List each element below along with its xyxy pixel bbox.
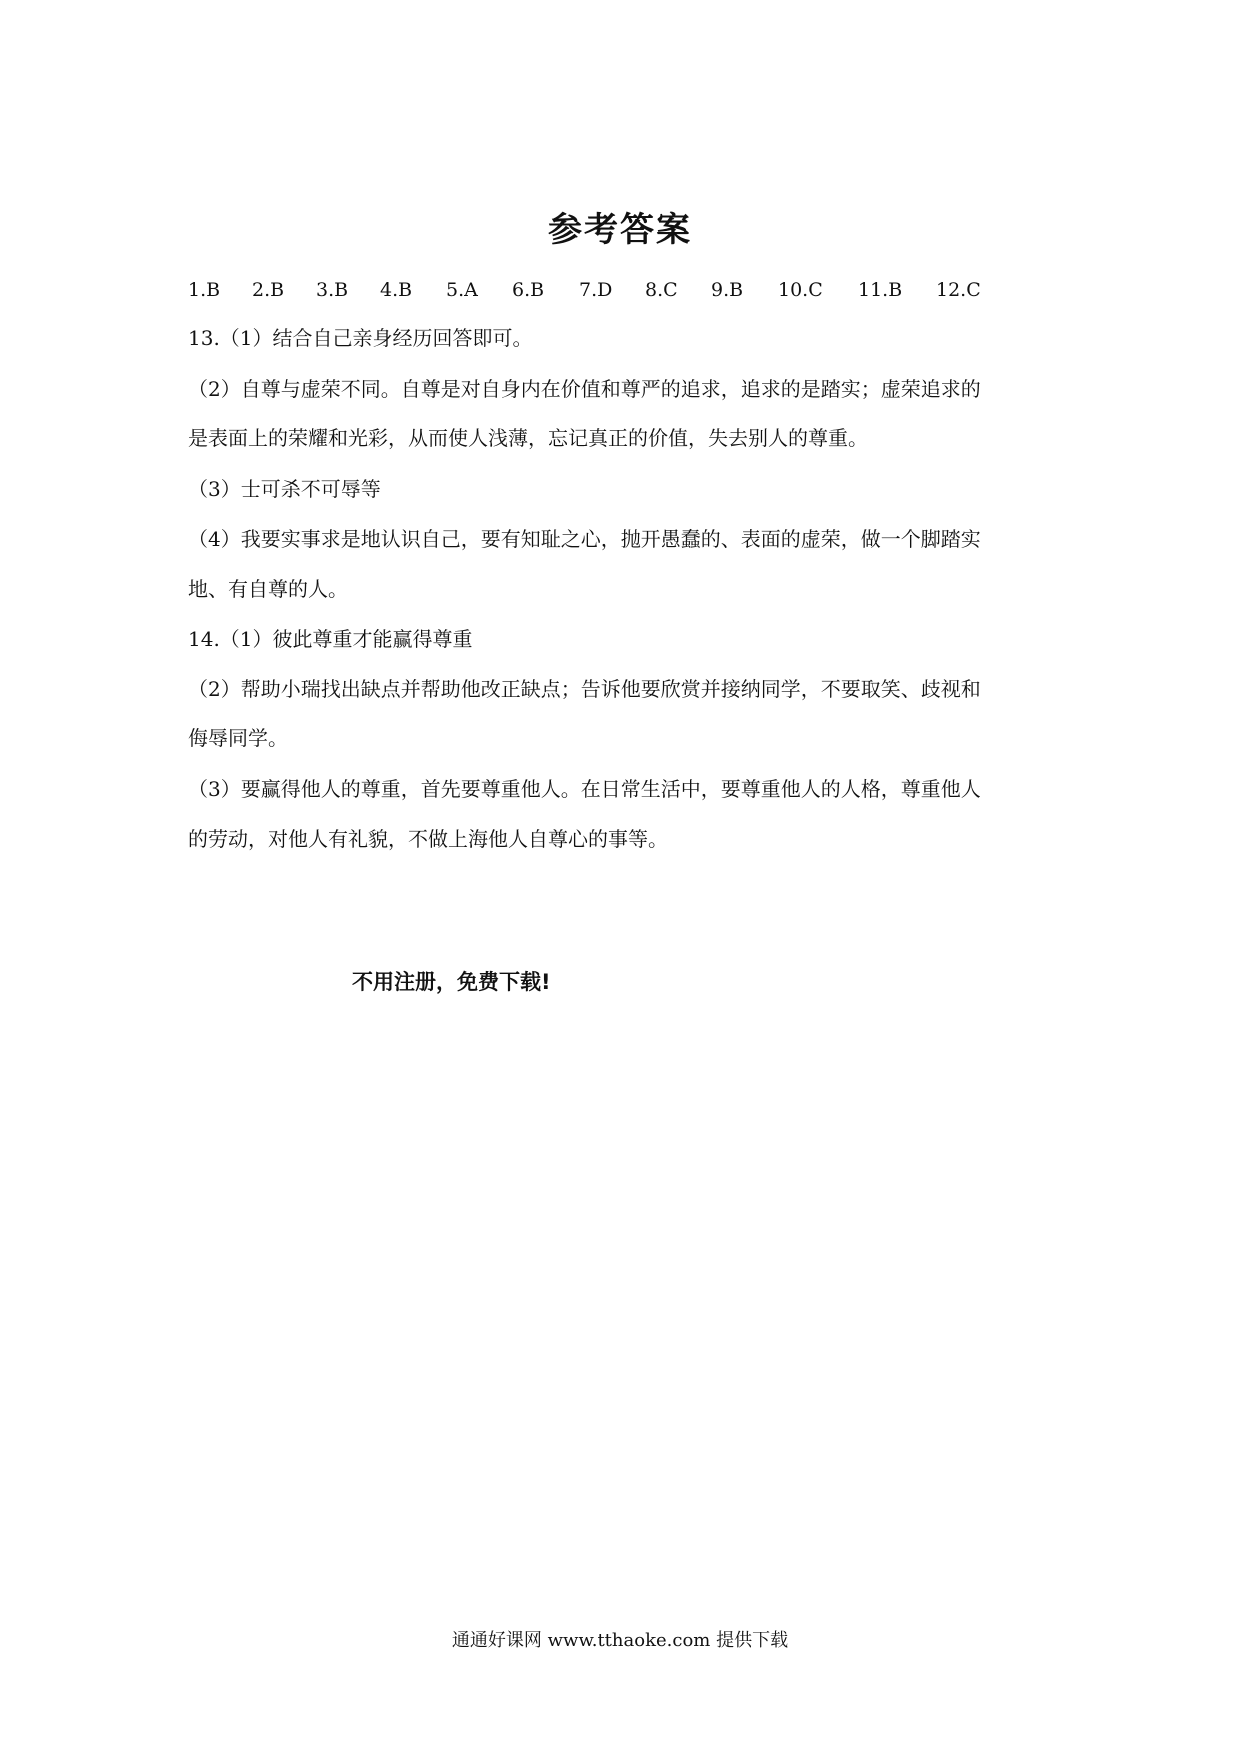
- choice-answer: 8.C: [645, 279, 678, 301]
- q14-part2-line1: （2）帮助小瑞找出缺点并帮助他改正缺点；告诉他要欣赏并接纳同学，不要取笑、歧视和: [188, 677, 981, 701]
- choice-answers-row: [188, 275, 1088, 305]
- choice-answer: 10.C: [778, 279, 823, 301]
- choice-answer: 5.A: [446, 279, 478, 301]
- choice-answer: 11.B: [858, 279, 903, 301]
- q13-part4-line2: 地、有自尊的人。: [188, 577, 348, 601]
- choice-answer: 12.C: [936, 279, 981, 301]
- page-title: 参考答案: [548, 210, 692, 250]
- q13-part2-line2: 是表面上的荣耀和光彩，从而使人浅薄，忘记真正的价值，失去别人的尊重。: [188, 426, 868, 450]
- page-footer: 通通好课网 www.tthaoke.com 提供下载: [451, 1630, 789, 1651]
- choice-answer: 9.B: [711, 279, 744, 301]
- choice-answer: 4.B: [380, 279, 413, 301]
- q13-part4-line1: （4）我要实事求是地认识自己，要有知耻之心，抛开愚蠢的、表面的虚荣，做一个脚踏实: [188, 527, 981, 551]
- choice-answer: 3.B: [316, 279, 349, 301]
- q14-part1: 14.（1）彼此尊重才能赢得尊重: [188, 627, 473, 651]
- choice-answer: 6.B: [512, 279, 545, 301]
- q14-part2-line2: 侮辱同学。: [188, 726, 288, 750]
- q14-part3-line2: 的劳动，对他人有礼貌，不做上海他人自尊心的事等。: [188, 827, 668, 851]
- q13-part3: （3）士可杀不可辱等: [188, 477, 381, 501]
- choice-answer: 7.D: [579, 279, 613, 301]
- q14-part3-line1: （3）要赢得他人的尊重，首先要尊重他人。在日常生活中，要尊重他人的人格，尊重他人: [188, 777, 981, 801]
- free-download-promo: 不用注册，免费下载!: [352, 970, 551, 994]
- choice-answer: 2.B: [252, 279, 285, 301]
- q13-part2-line1: （2）自尊与虚荣不同。自尊是对自身内在价值和尊严的追求，追求的是踏实；虚荣追求的: [188, 377, 981, 401]
- q13-part1: 13.（1）结合自己亲身经历回答即可。: [188, 326, 533, 350]
- choice-answer: 1.B: [188, 279, 221, 301]
